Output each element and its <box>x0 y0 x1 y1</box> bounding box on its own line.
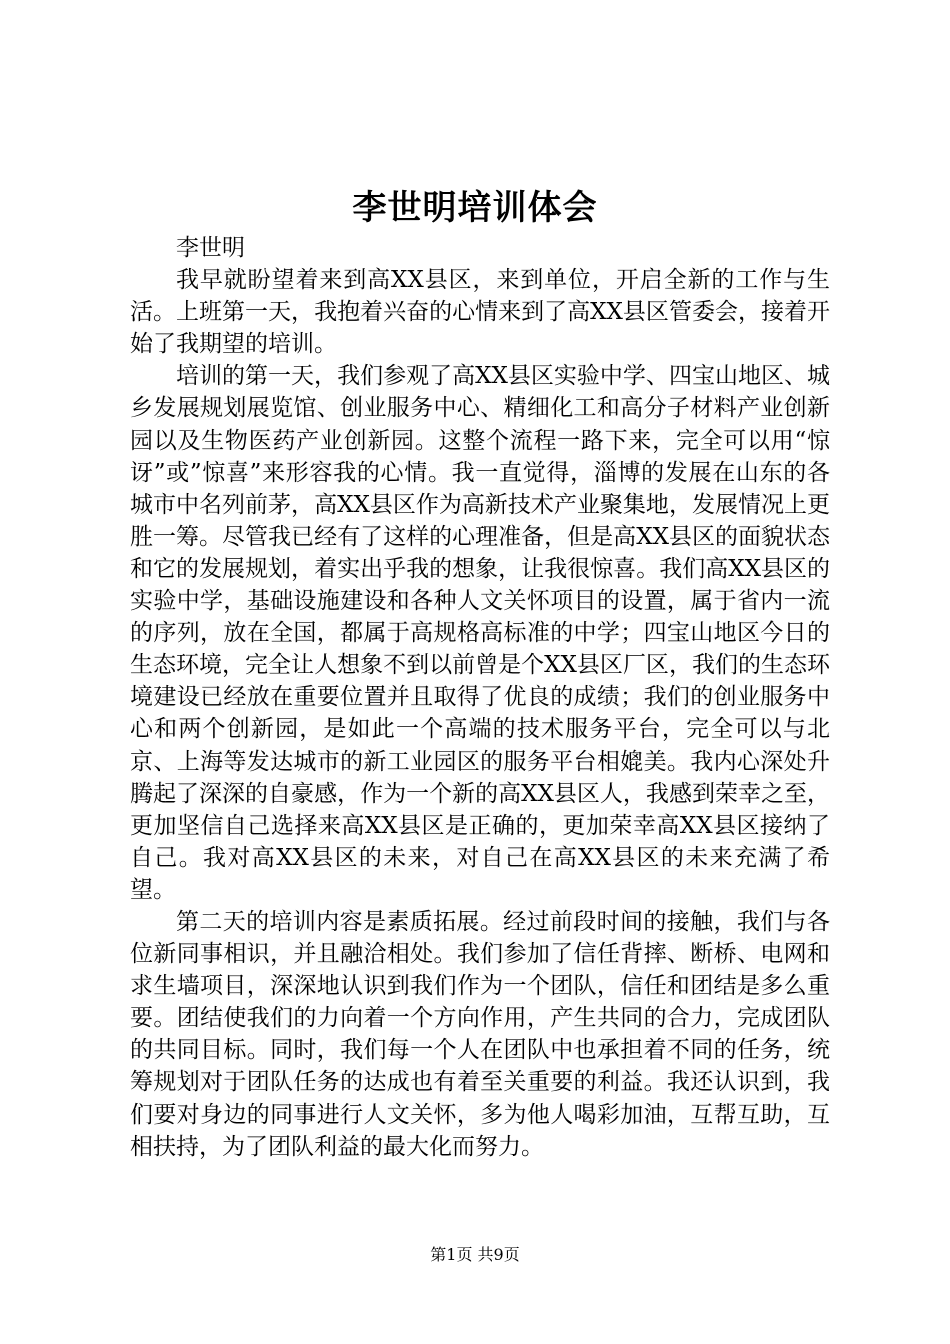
paragraph-2: 培训的第一天，我们参观了高XX县区实验中学、四宝山地区、城乡发展规划展览馆、创业服务中心、精细化工和高分子材料产业创新园以及生物医药产业创新园。这整个流程一路下来，完全可以用“惊讶”或”惊喜”来形容我的心情。我一直觉得，淄博的发展在山东的各城市中名列前茅，高XX县区作为高新技术产业聚集地，发展情况上更胜一筹。尽管我已经有了这样的心理准备，但是高XX县区的面貌状态和它的发展规划，着实出乎我的想象，让我很惊喜。我们高XX县区的实验中学，基础设施建设和各种人文关怀项目的设置，属于省内一流的序列，放在全国，都属于高规格高标准的中学；四宝山地区今日的生态环境，完全让人想象不到以前曾是个XX县区厂区，我们的生态环境建设已经放在重要位置并且取得了优良的成绩；我们的创业服务中心和两个创新园，是如此一个高端的技术服务平台，完全可以与北京、上海等发达城市的新工业园区的服务平台相媲美。我内心深处升腾起了深深的自豪感，作为一个新的高XX县区人，我感到荣幸之至，更加坚信自己选择来高XX县区是正确的，更加荣幸高XX县区接纳了自己。我对高XX县区的未来，对自己在高XX县区的未来充满了希望。 <box>130 363 830 903</box>
page-footer: 第1页 共9页 <box>430 1245 520 1264</box>
paragraph-3: 第二天的培训内容是素质拓展。经过前段时间的接触，我们与各位新同事相识，并且融洽相处。我们参加了信任背摔、断桥、电网和求生墙项目，深深地认识到我们作为一个团队，信任和团结是多么重要。团结使我们的力向着一个方向作用，产生共同的合力，完成团队的共同目标。同时，我们每一个人在团队中也承担着不同的任务，统筹规划对于团队任务的达成也有着至关重要的利益。我还认识到，我们要对身边的同事进行人文关怀，多为他人喝彩加油，互帮互助，互相扶持，为了团队利益的最大化而努力。 <box>130 908 830 1160</box>
author-line: 李世明 <box>176 235 245 261</box>
document-title: 李世明培训体会 <box>352 188 598 228</box>
paragraph-1: 我早就盼望着来到高XX县区，来到单位，开启全新的工作与生活。上班第一天，我抱着兴奋的心情来到了高XX县区管委会，接着开始了我期望的培训。 <box>130 267 830 358</box>
document-body <box>130 232 830 1163</box>
